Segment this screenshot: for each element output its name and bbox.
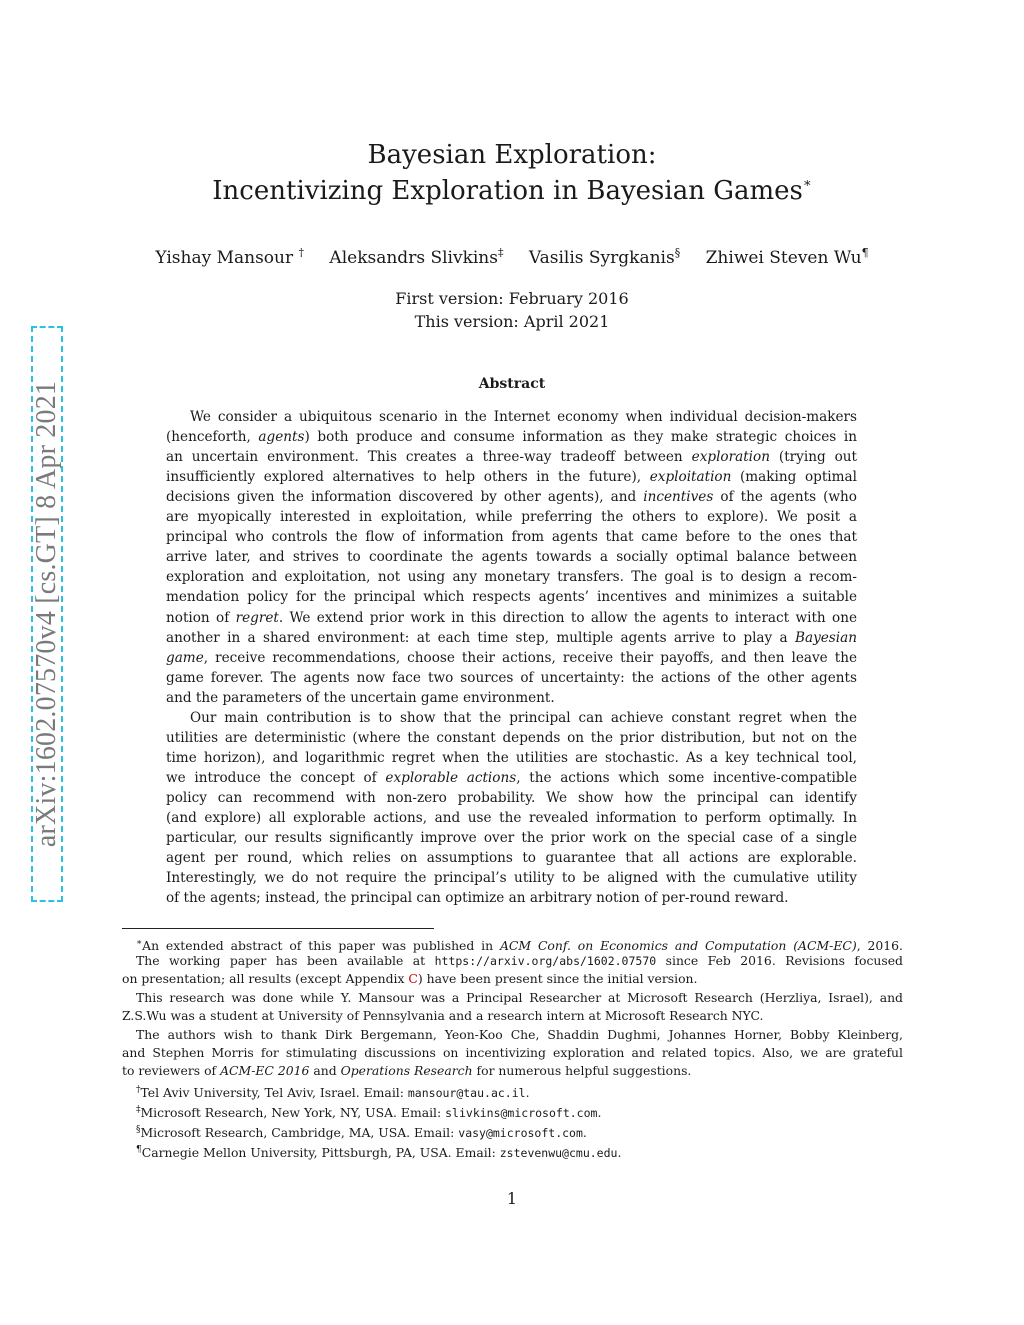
abstract-line: another in a shared environment: at each time step, multiple agents arrive to play a Bayesian xyxy=(166,629,857,646)
abstract-line: particular, our results significantly improve over the prior work on the special case of a single xyxy=(166,830,857,847)
footnote-divider xyxy=(122,928,434,929)
title-line-2-text: Incentivizing Exploration in Bayesian Games xyxy=(212,176,803,206)
author-name: Aleksandrs Slivkins xyxy=(329,248,498,268)
abstract-line: decisions given the information discovered by other agents), and incentives of the agents (who xyxy=(166,489,857,506)
arxiv-identifier: arXiv:1602.07570v4 [cs.GT] 8 Apr 2021 xyxy=(31,380,62,848)
footnote-text: . xyxy=(525,1085,530,1100)
abstract-line: exploration and exploitation, not using any monetary transfers. The goal is to design a recom- xyxy=(166,569,857,586)
abstract-line: game forever. The agents now face two sources of uncertainty: the actions of the other agents xyxy=(166,669,857,686)
footnote-affiliation xyxy=(136,1141,903,1162)
email-link[interactable]: zstevenwu@cmu.edu xyxy=(499,1146,618,1160)
footnote-mark: ‡ xyxy=(136,1105,141,1115)
emphasized-term: game xyxy=(166,649,204,666)
abstract-line: arrive later, and strives to coordinate the agents towards a socially optimal balance between xyxy=(166,549,857,566)
abstract-line: and the parameters of the uncertain game environment. xyxy=(166,689,555,706)
page-number: 1 xyxy=(506,1189,518,1208)
footnote-text: for numerous helpful suggestions. xyxy=(472,1063,692,1078)
appendix-link[interactable]: C xyxy=(408,971,418,986)
abstract-line: insufficiently explored alternatives to help others in the future), exploitation (making optimal xyxy=(166,469,857,486)
footnote-research-line-2: Z.S.Wu was a student at University of Pennsylvania and a research intern at Microsoft Research NYC. xyxy=(122,1008,764,1023)
footnote-mark: ¶ xyxy=(136,1145,142,1155)
abstract-line: game, receive recommendations, choose their actions, receive their payoffs, and then leave the xyxy=(166,649,857,666)
footnote-venue: Operations Research xyxy=(340,1063,473,1078)
emphasized-term: incentives xyxy=(643,489,714,506)
emphasized-term: explorable actions xyxy=(385,769,517,786)
author-footnote-mark[interactable]: § xyxy=(674,246,681,259)
abstract-line: are myopically interested in exploitation, while preferring the others to explore). We posit a xyxy=(166,509,857,526)
footnote-text: The working paper has been available at xyxy=(136,953,435,968)
footnote-text: . xyxy=(582,1125,587,1140)
footnote-research-line-1: This research was done while Y. Mansour was a Principal Researcher at Microsoft Research (Herzliya, Israel), and xyxy=(136,990,903,1005)
abstract-line: We consider a ubiquitous scenario in the Internet economy when individual decision-makers xyxy=(190,409,857,425)
footnote-mark: ∗ xyxy=(136,938,143,948)
author xyxy=(529,248,680,268)
author-name: Vasilis Syrgkanis xyxy=(528,248,675,268)
abstract-line: mendation policy for the principal which respects agents’ incentives and minimizes a suitable xyxy=(166,589,857,606)
footnote-thanks-line-3 xyxy=(122,1062,903,1080)
emphasized-term: exploitation xyxy=(649,469,732,486)
emphasized-term: agents xyxy=(258,429,305,446)
footnote-star-line-3 xyxy=(122,970,903,988)
author-footnote-mark[interactable]: ‡ xyxy=(497,246,504,259)
affiliation-text: Microsoft Research, Cambridge, MA, USA. Email: xyxy=(140,1125,459,1140)
abstract-line: time horizon), and logarithmic regret when the utilities are stochastic. As a key technical tool, xyxy=(166,749,857,766)
arxiv-stamp xyxy=(31,326,63,902)
email-link[interactable]: mansour@tau.ac.il xyxy=(407,1086,526,1100)
author xyxy=(155,248,304,268)
author xyxy=(329,248,503,268)
footnote-mark: † xyxy=(136,1085,141,1095)
title-line-2 xyxy=(0,176,1024,206)
footnote-affiliation xyxy=(136,1101,903,1122)
affiliation-text: Carnegie Mellon University, Pittsburgh, PA, USA. Email: xyxy=(141,1145,500,1160)
author-name: Yishay Mansour xyxy=(155,248,294,268)
footnote-star-line-2 xyxy=(136,952,903,970)
abstract-line: principal who controls the flow of information from agents that came before to the ones that xyxy=(166,529,857,546)
footnote-text: ) have been present since the initial version. xyxy=(417,971,698,986)
footnote-text: since Feb 2016. Revisions focused xyxy=(656,953,903,968)
abstract-line: (henceforth, agents) both produce and consume information as they make strategic choices in xyxy=(166,429,857,446)
emphasized-term: exploration xyxy=(691,449,770,466)
title-line-1: Bayesian Exploration: xyxy=(367,140,657,170)
footnote-thanks-line-2: and Stephen Morris for stimulating discussions on incentivizing exploration and related topics. Also, we are grateful xyxy=(122,1045,903,1060)
author-name: Zhiwei Steven Wu xyxy=(705,248,862,268)
abstract-line: we introduce the concept of explorable actions, the actions which some incentive-compatible xyxy=(166,769,857,786)
footnote-text: on presentation; all results (except Appendix xyxy=(122,971,409,986)
abstract-line: utilities are deterministic (where the constant depends on the prior distribution, but not on the xyxy=(166,729,857,746)
arxiv-url-link[interactable]: https://arxiv.org/abs/1602.07570 xyxy=(434,954,657,968)
footnote-text: . xyxy=(597,1105,602,1120)
footnote-mark: § xyxy=(136,1125,141,1135)
author xyxy=(706,248,869,268)
abstract-line: Our main contribution is to show that the principal can achieve constant regret when the xyxy=(190,709,857,726)
abstract-line: of the agents; instead, the principal can optimize an arbitrary notion of per-round reward. xyxy=(166,890,789,907)
author-footnote-mark[interactable]: † xyxy=(298,246,305,259)
affiliation-text: Microsoft Research, New York, NY, USA. Email: xyxy=(140,1105,446,1120)
abstract-heading: Abstract xyxy=(478,376,546,392)
footnote-text: to reviewers of xyxy=(122,1063,221,1078)
footnote-text: An extended abstract of this paper was published in xyxy=(142,938,500,953)
abstract-line: agent per round, which relies on assumptions to guarantee that all actions are explorable. xyxy=(166,850,857,867)
abstract-line: (and explore) all explorable actions, and use the revealed information to perform optimally. In xyxy=(166,810,857,826)
footnote-text: . xyxy=(617,1145,622,1160)
emphasized-term: Bayesian xyxy=(794,629,857,646)
emphasized-term: regret xyxy=(235,609,279,626)
footnote-text: , 2016. xyxy=(856,938,903,953)
current-version-date: This version: April 2021 xyxy=(414,312,610,331)
footnote-venue: ACM Conf. on Economics and Computation (ACM-EC) xyxy=(499,938,857,953)
email-link[interactable]: slivkins@microsoft.com xyxy=(445,1106,598,1120)
title-footnote-mark[interactable]: ∗ xyxy=(802,176,812,191)
footnote-affiliation xyxy=(136,1081,903,1102)
email-link[interactable]: vasy@microsoft.com xyxy=(458,1126,583,1140)
author-footnote-mark[interactable]: ¶ xyxy=(861,246,869,259)
abstract-line: Interestingly, we do not require the principal’s utility to be aligned with the cumulative utility xyxy=(166,870,857,887)
abstract-line: policy can recommend with non-zero probability. We show how the principal can identify xyxy=(166,789,857,806)
author-list xyxy=(0,246,1024,268)
footnote-venue: ACM-EC 2016 xyxy=(220,1063,310,1078)
affiliation-text: Tel Aviv University, Tel Aviv, Israel. Email: xyxy=(140,1085,408,1100)
abstract-line: an uncertain environment. This creates a three-way tradeoff between exploration (trying out xyxy=(166,449,858,466)
first-version-date: First version: February 2016 xyxy=(395,289,629,308)
footnote-thanks-line-1: The authors wish to thank Dirk Bergemann, Yeon-Koo Che, Shaddin Dughmi, Johannes Horner, Bobby Kleinberg, xyxy=(136,1027,903,1042)
footnote-affiliation xyxy=(136,1121,903,1142)
footnote-text: and xyxy=(309,1063,341,1078)
abstract-line: notion of regret. We extend prior work in this direction to allow the agents to interact with one xyxy=(166,609,857,626)
